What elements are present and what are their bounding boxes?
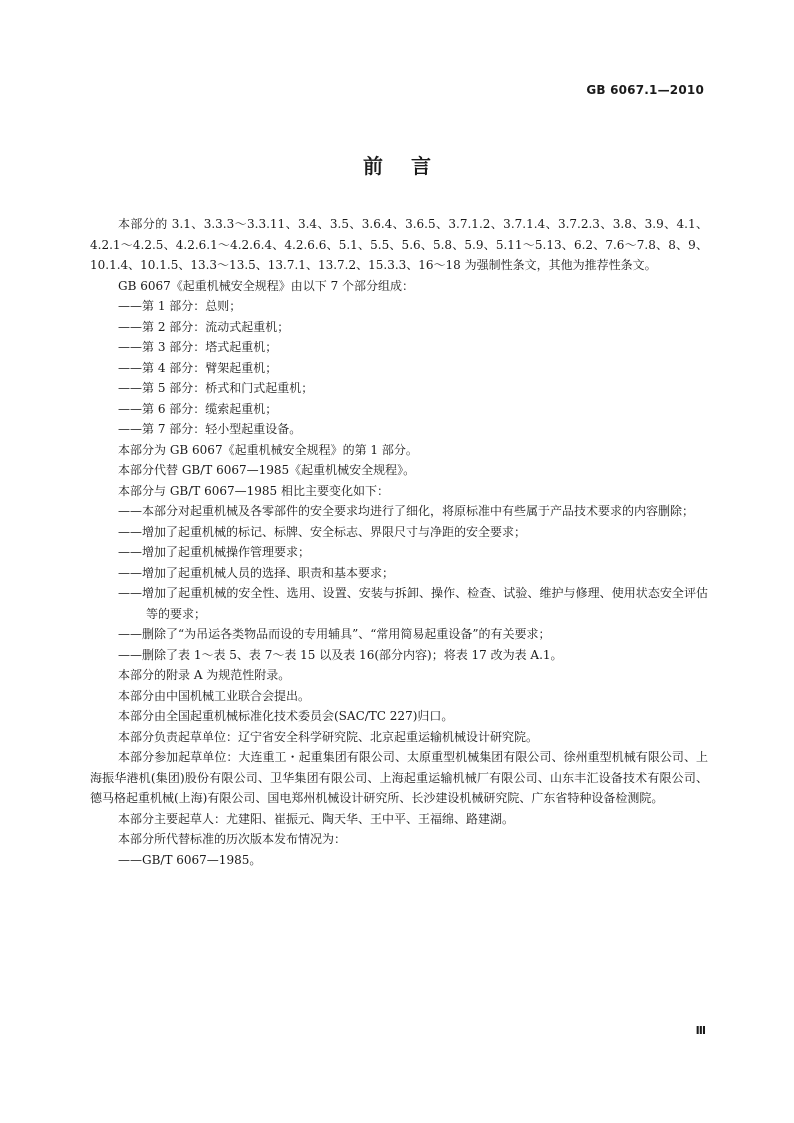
list-item: ——增加了起重机械操作管理要求； xyxy=(118,545,311,559)
paragraph: 本部分主要起草人：尤建阳、崔振元、陶天华、王中平、王福绵、路建湖。 xyxy=(118,811,515,826)
list-item: ——第 5 部分：桥式和门式起重机； xyxy=(118,381,314,395)
list-item: ——本部分对起重机械及各零部件的安全要求均进行了细化，将原标准中有些属于产品技术要求的内容删除； xyxy=(118,504,695,518)
paragraph: 本部分由全国起重机械标准化技术委员会(SAC/TC 227)归口。 xyxy=(118,709,454,723)
paragraph: 本部分负责起草单位：辽宁省安全科学研究院、北京起重运输机械设计研究院。 xyxy=(118,729,539,744)
paragraph: 本部分的 3.1、3.3.3～3.3.11、3.4、3.5、3.6.4、3.6.5、3.7.1.2、3.7.1.4、3.7.2.3、3.8、3.9、4.1、4.2.1～4.2.5、4.2.6.1～4.2.6.4、4.2.6.6、5.1、5.5、5.6、5.8、5.9、5.11～5.13、6.2、7.6～7.8、8、9、10.1.4、10.1.5、13.3～13.5、13.7.1、13.7.2、15.3.3、16～18 为强制性条文，其他为推荐性条文。 xyxy=(90,217,708,272)
paragraph: 本部分的附录 A 为规范性附录。 xyxy=(118,668,291,682)
list-item: ——第 2 部分：流动式起重机； xyxy=(118,319,290,334)
list-item: ——第 3 部分：塔式起重机； xyxy=(118,340,278,354)
list-item: ——增加了起重机械的标记、标牌、安全标志、界限尺寸与净距的安全要求； xyxy=(118,524,527,539)
list-item: ——增加了起重机械人员的选择、职责和基本要求； xyxy=(118,565,395,580)
page-number: Ⅲ xyxy=(695,1024,706,1037)
paragraph: 本部分代替 GB/T 6067—1985《起重机械安全规程》。 xyxy=(118,463,416,477)
standard-code: GB 6067.1—2010 xyxy=(586,83,704,97)
list-item: ——GB/T 6067—1985。 xyxy=(118,852,262,867)
page-title: 前言 xyxy=(363,154,459,178)
paragraph: 本部分参加起草单位：大连重工・起重集团有限公司、太原重型机械集团有限公司、徐州重型机械有限公司、上海振华港机(集团)股份有限公司、卫华集团有限公司、上海起重运输机械厂有限公司、山东丰汇设备技术有限公司、德马格起重机械(上海)有限公司、国电郑州机械设计研究所、长沙建设机械研究院、广东省特种设备检测院。 xyxy=(90,750,708,805)
paragraph: 本部分所代替标准的历次版本发布情况为： xyxy=(118,832,347,846)
paragraph: 本部分与 GB/T 6067—1985 相比主要变化如下： xyxy=(118,483,389,498)
list-item: ——第 1 部分：总则； xyxy=(118,299,242,313)
list-item: ——删除了表 1～表 5、表 7～表 15 以及表 16(部分内容)；将表 17 改为表 A.1。 xyxy=(118,647,563,662)
paragraph: 本部分为 GB 6067《起重机械安全规程》的第 1 部分。 xyxy=(118,442,418,457)
list-item: ——增加了起重机械的安全性、选用、设置、安装与拆卸、操作、检查、试验、维护与修理、使用状态安全评估等的要求； xyxy=(118,586,708,621)
list-item: ——删除了“为吊运各类物品而设的专用辅具”、“常用简易起重设备”的有关要求； xyxy=(118,627,551,641)
document-body xyxy=(90,214,708,870)
paragraph: GB 6067《起重机械安全规程》由以下 7 个部分组成： xyxy=(118,278,415,293)
paragraph: 本部分由中国机械工业联合会提出。 xyxy=(118,688,311,703)
list-item: ——第 4 部分：臂架起重机； xyxy=(118,360,278,375)
list-item: ——第 6 部分：缆索起重机； xyxy=(118,401,278,416)
list-item: ——第 7 部分：轻小型起重设备。 xyxy=(118,422,302,436)
